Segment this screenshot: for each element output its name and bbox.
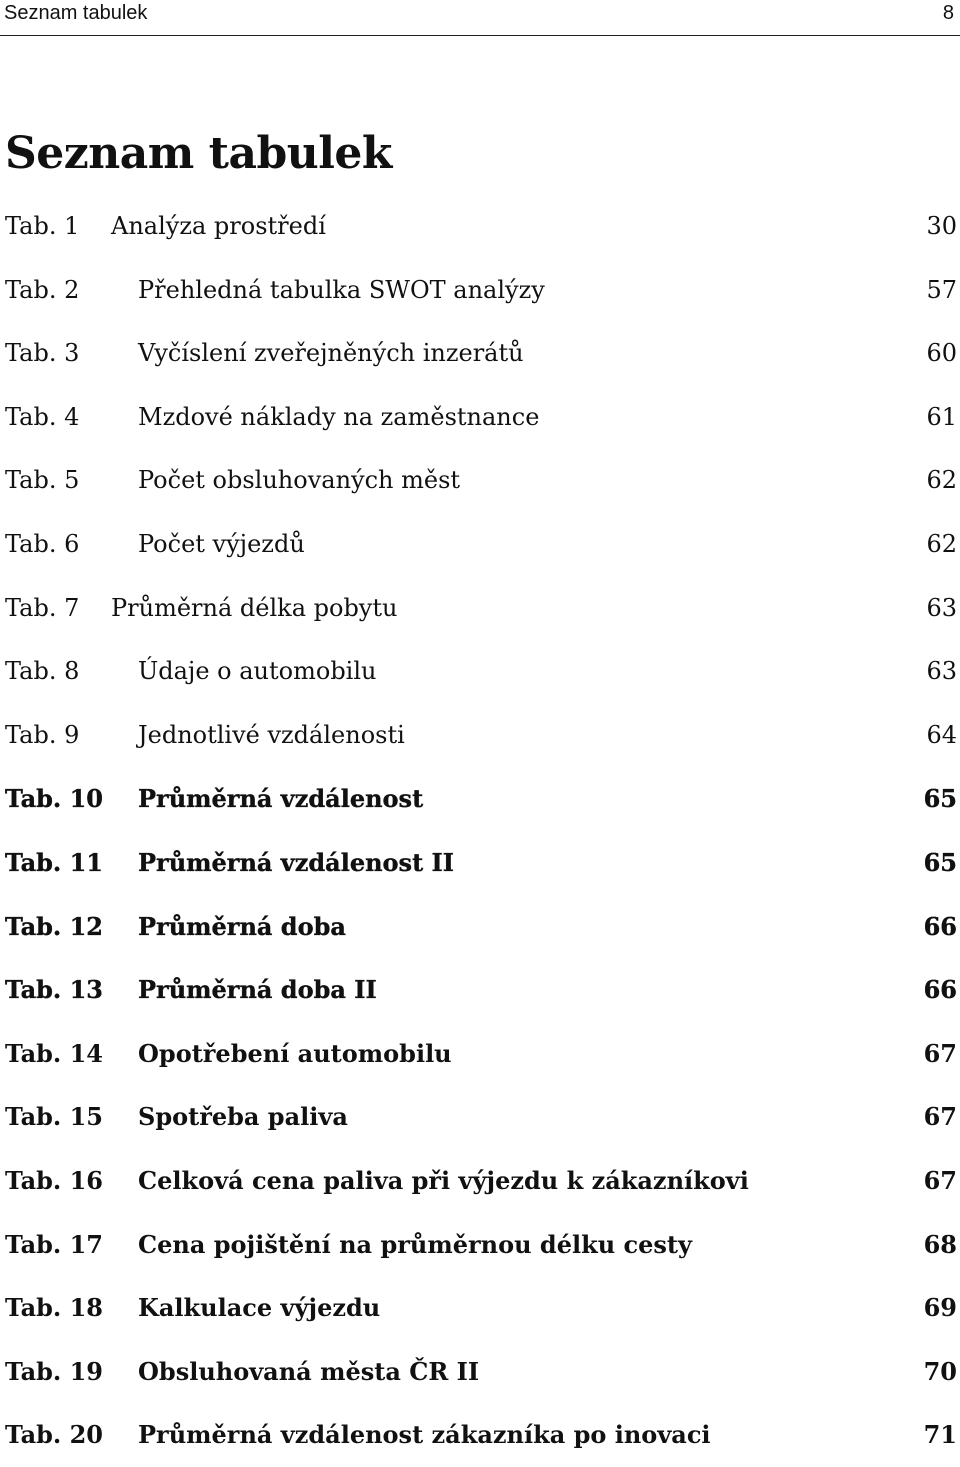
toc-entry-title: Celková cena paliva při výjezdu k zákazníkovi — [138, 1165, 749, 1195]
toc-entry-page: 63 — [926, 593, 957, 622]
toc-entry-label: Tab. 4 — [5, 402, 80, 431]
toc-entry-label: Tab. 6 — [5, 529, 80, 558]
toc-entry-title: Průměrná vzdálenost — [138, 784, 424, 814]
toc-entry-title: Analýza prostředí — [111, 212, 326, 240]
toc-entry-title: Přehledná tabulka SWOT analýzy — [138, 275, 545, 304]
toc-entry[interactable] — [0, 195, 960, 259]
toc-entry[interactable] — [0, 767, 960, 831]
toc-entry-label: Tab. 11 — [5, 847, 104, 877]
toc-entry-page: 67 — [923, 1102, 957, 1132]
toc-entry[interactable] — [0, 1213, 960, 1277]
toc-entry[interactable] — [0, 1022, 960, 1086]
toc-entry-title: Kalkulace výjezdu — [138, 1293, 381, 1323]
toc-entry-page: 70 — [923, 1356, 957, 1386]
toc-entry-title: Vyčíslení zveřejněných inzerátů — [138, 339, 524, 368]
toc-entry-page: 65 — [923, 847, 957, 877]
toc-entry-title: Spotřeba paliva — [138, 1102, 348, 1132]
toc-entry[interactable] — [0, 1149, 960, 1213]
toc-entry-label: Tab. 3 — [5, 339, 80, 368]
toc-entry-page: 63 — [926, 657, 957, 686]
toc-entry-page: 68 — [923, 1229, 957, 1259]
toc-entry-page: 65 — [923, 784, 957, 814]
toc-entry-page: 30 — [926, 212, 957, 240]
toc-entry[interactable] — [0, 1403, 960, 1467]
toc-entry-title: Průměrná doba — [138, 911, 346, 941]
toc-entry-page: 60 — [926, 339, 957, 368]
toc-entry-page: 69 — [923, 1293, 957, 1323]
toc-entry-label: Tab. 15 — [5, 1102, 104, 1132]
toc-entry-page: 62 — [926, 529, 957, 558]
toc-entry-label: Tab. 14 — [5, 1038, 104, 1068]
toc-entry-page: 67 — [923, 1038, 957, 1068]
toc-entry-page: 66 — [923, 975, 957, 1005]
toc-entry-page: 64 — [926, 720, 957, 749]
toc-entry-label: Tab. 10 — [5, 784, 104, 814]
toc-entry-label: Tab. 13 — [5, 975, 104, 1005]
header-section-title: Seznam tabulek — [4, 2, 148, 24]
toc-entry-label: Tab. 1 — [5, 212, 80, 240]
toc-entry[interactable] — [0, 386, 960, 450]
toc-entry[interactable] — [0, 449, 960, 513]
toc-entry-label: Tab. 9 — [5, 720, 80, 749]
toc-entry[interactable] — [0, 1276, 960, 1340]
toc-entry-label: Tab. 18 — [5, 1293, 104, 1323]
toc-entry-title: Průměrná vzdálenost II — [138, 847, 454, 877]
toc-entry[interactable] — [0, 259, 960, 323]
toc-entry-page: 66 — [923, 911, 957, 941]
toc-entry-label: Tab. 7 — [5, 593, 80, 622]
running-header — [0, 0, 960, 36]
toc-entry[interactable] — [0, 513, 960, 577]
toc-entry-title: Údaje o automobilu — [138, 657, 377, 686]
toc-entry-page: 57 — [926, 275, 957, 304]
toc-entry[interactable] — [0, 831, 960, 895]
toc-entry-title: Jednotlivé vzdálenosti — [138, 720, 405, 749]
toc-entry-title: Počet obsluhovaných měst — [138, 466, 461, 495]
toc-entry[interactable] — [0, 704, 960, 768]
toc-entry-label: Tab. 5 — [5, 466, 80, 495]
toc-entry-title: Opotřebení automobilu — [138, 1038, 452, 1068]
toc-entry[interactable] — [0, 577, 960, 641]
toc-entry-label: Tab. 2 — [5, 275, 80, 304]
toc-entry[interactable] — [0, 322, 960, 386]
list-of-tables — [0, 195, 960, 1467]
toc-entry-page: 71 — [923, 1420, 957, 1450]
header-page-number: 8 — [942, 2, 954, 24]
toc-entry-title: Průměrná doba II — [138, 975, 377, 1005]
toc-entry[interactable] — [0, 1340, 960, 1404]
toc-entry-label: Tab. 20 — [5, 1420, 104, 1450]
toc-entry-page: 61 — [926, 402, 957, 431]
toc-entry-page: 67 — [923, 1165, 957, 1195]
toc-entry-label: Tab. 17 — [5, 1229, 104, 1259]
toc-entry-page: 62 — [926, 466, 957, 495]
toc-entry[interactable] — [0, 640, 960, 704]
toc-entry-title: Průměrná vzdálenost zákazníka po inovaci — [138, 1420, 711, 1450]
toc-entry-title: Mzdové náklady na zaměstnance — [138, 402, 540, 431]
toc-entry-label: Tab. 12 — [5, 911, 104, 941]
toc-entry[interactable] — [0, 1085, 960, 1149]
toc-entry-title: Obsluhovaná města ČR II — [138, 1356, 480, 1386]
toc-entry-label: Tab. 19 — [5, 1356, 104, 1386]
toc-entry-title: Počet výjezdů — [138, 529, 305, 558]
toc-entry[interactable] — [0, 895, 960, 959]
toc-entry-label: Tab. 16 — [5, 1165, 104, 1195]
toc-entry[interactable] — [0, 958, 960, 1022]
toc-entry-title: Průměrná délka pobytu — [111, 593, 398, 622]
toc-entry-title: Cena pojištění na průměrnou délku cesty — [138, 1229, 692, 1259]
page-title: Seznam tabulek — [5, 128, 392, 179]
toc-entry-label: Tab. 8 — [5, 657, 80, 686]
